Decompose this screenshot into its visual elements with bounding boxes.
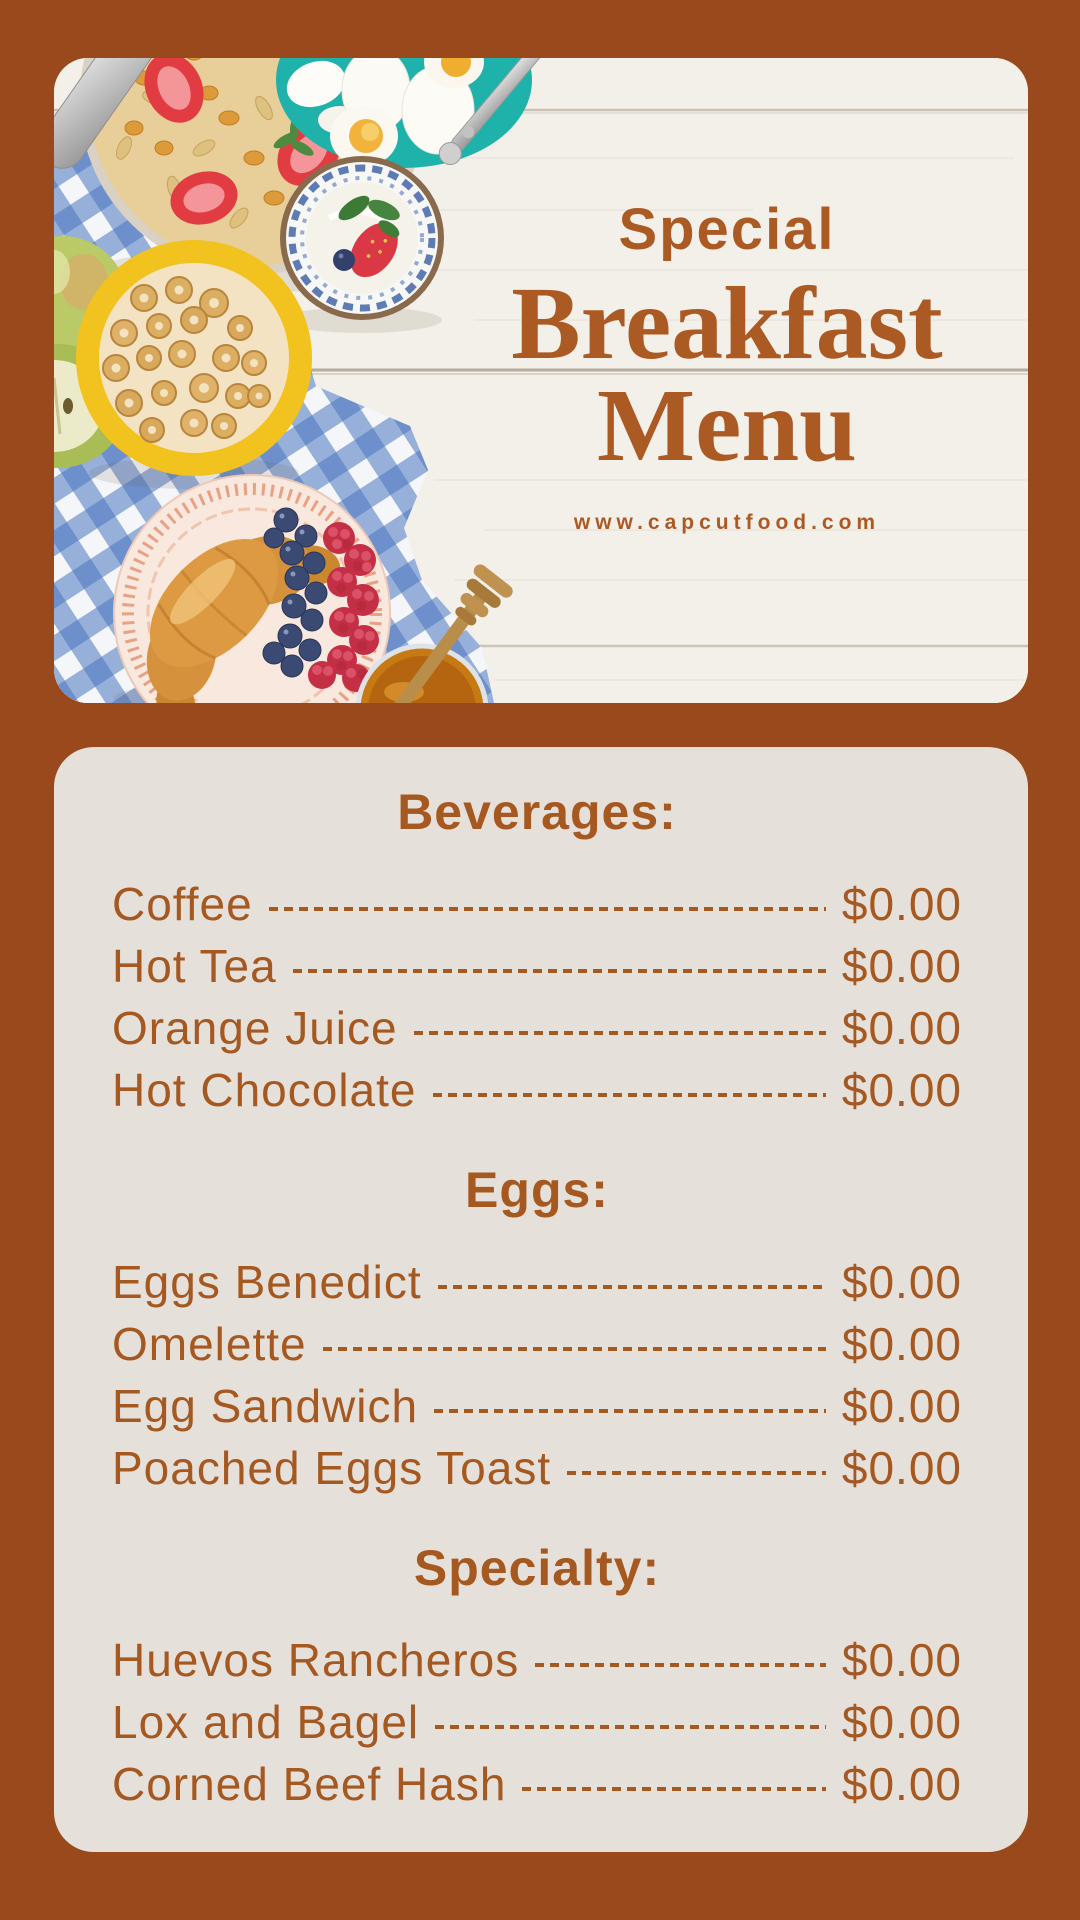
menu-item-name: Egg Sandwich (112, 1380, 419, 1432)
menu-item-row (112, 1313, 962, 1375)
menu-item-price: $0.00 (841, 878, 962, 930)
dash-leader (567, 1471, 826, 1475)
menu-item-price: $0.00 (841, 1256, 962, 1308)
dash-leader (293, 969, 826, 973)
menu-item-price: $0.00 (841, 1064, 962, 1116)
menu-section (112, 1539, 962, 1815)
menu-item-row (112, 1059, 962, 1121)
hero-website: www.capcutfood.com (573, 510, 881, 534)
hero-title-line1: Breakfast (511, 266, 943, 381)
yogurt-bowl (280, 156, 444, 320)
menu-sections (112, 783, 962, 1815)
dash-leader (269, 907, 826, 911)
blueberry (333, 249, 355, 271)
menu-item-price: $0.00 (841, 1696, 962, 1748)
hero-title-line2: Menu (597, 367, 857, 483)
menu-item-price: $0.00 (841, 1380, 962, 1432)
menu-item-name: Coffee (112, 878, 253, 930)
dash-leader (435, 1725, 826, 1729)
menu-item-row (112, 1691, 962, 1753)
menu-item-price: $0.00 (841, 940, 962, 992)
menu-item-name: Poached Eggs Toast (112, 1442, 552, 1494)
dash-leader (433, 1093, 826, 1097)
menu-item-row (112, 1753, 962, 1815)
menu-item-name: Omelette (112, 1318, 307, 1370)
menu-item-row (112, 935, 962, 997)
dash-leader (434, 1409, 826, 1413)
dash-leader (323, 1347, 826, 1351)
menu-item-row (112, 997, 962, 1059)
menu-item-price: $0.00 (841, 1318, 962, 1370)
menu-item-name: Hot Tea (112, 940, 277, 992)
menu-item-price: $0.00 (841, 1634, 962, 1686)
menu-section (112, 783, 962, 1121)
menu-item-row (112, 1251, 962, 1313)
menu-item-row (112, 1375, 962, 1437)
menu-item-row (112, 1629, 962, 1691)
menu-item-name: Huevos Rancheros (112, 1634, 520, 1686)
menu-item-price: $0.00 (841, 1442, 962, 1494)
hero-subtitle: Special (618, 197, 836, 262)
menu-item-name: Lox and Bagel (112, 1696, 420, 1748)
menu-item-name: Eggs Benedict (112, 1256, 422, 1308)
menu-item-name: Orange Juice (112, 1002, 398, 1054)
menu-item-price: $0.00 (841, 1758, 962, 1810)
dash-leader (535, 1663, 826, 1667)
section-heading: Specialty: (413, 1540, 661, 1596)
hero-title-block (426, 188, 1028, 535)
menu-item-name: Hot Chocolate (112, 1064, 417, 1116)
cereal-bowl (76, 240, 312, 476)
menu-section (112, 1161, 962, 1499)
section-heading: Beverages: (397, 784, 677, 840)
hero-photo-card (54, 58, 1028, 703)
menu-item-row (112, 873, 962, 935)
section-heading: Eggs: (465, 1162, 609, 1218)
dash-leader (438, 1285, 826, 1289)
menu-item-name: Corned Beef Hash (112, 1758, 507, 1810)
menu-card (54, 747, 1028, 1852)
menu-item-row (112, 1437, 962, 1499)
menu-item-price: $0.00 (841, 1002, 962, 1054)
dash-leader (522, 1787, 825, 1791)
dash-leader (414, 1031, 826, 1035)
